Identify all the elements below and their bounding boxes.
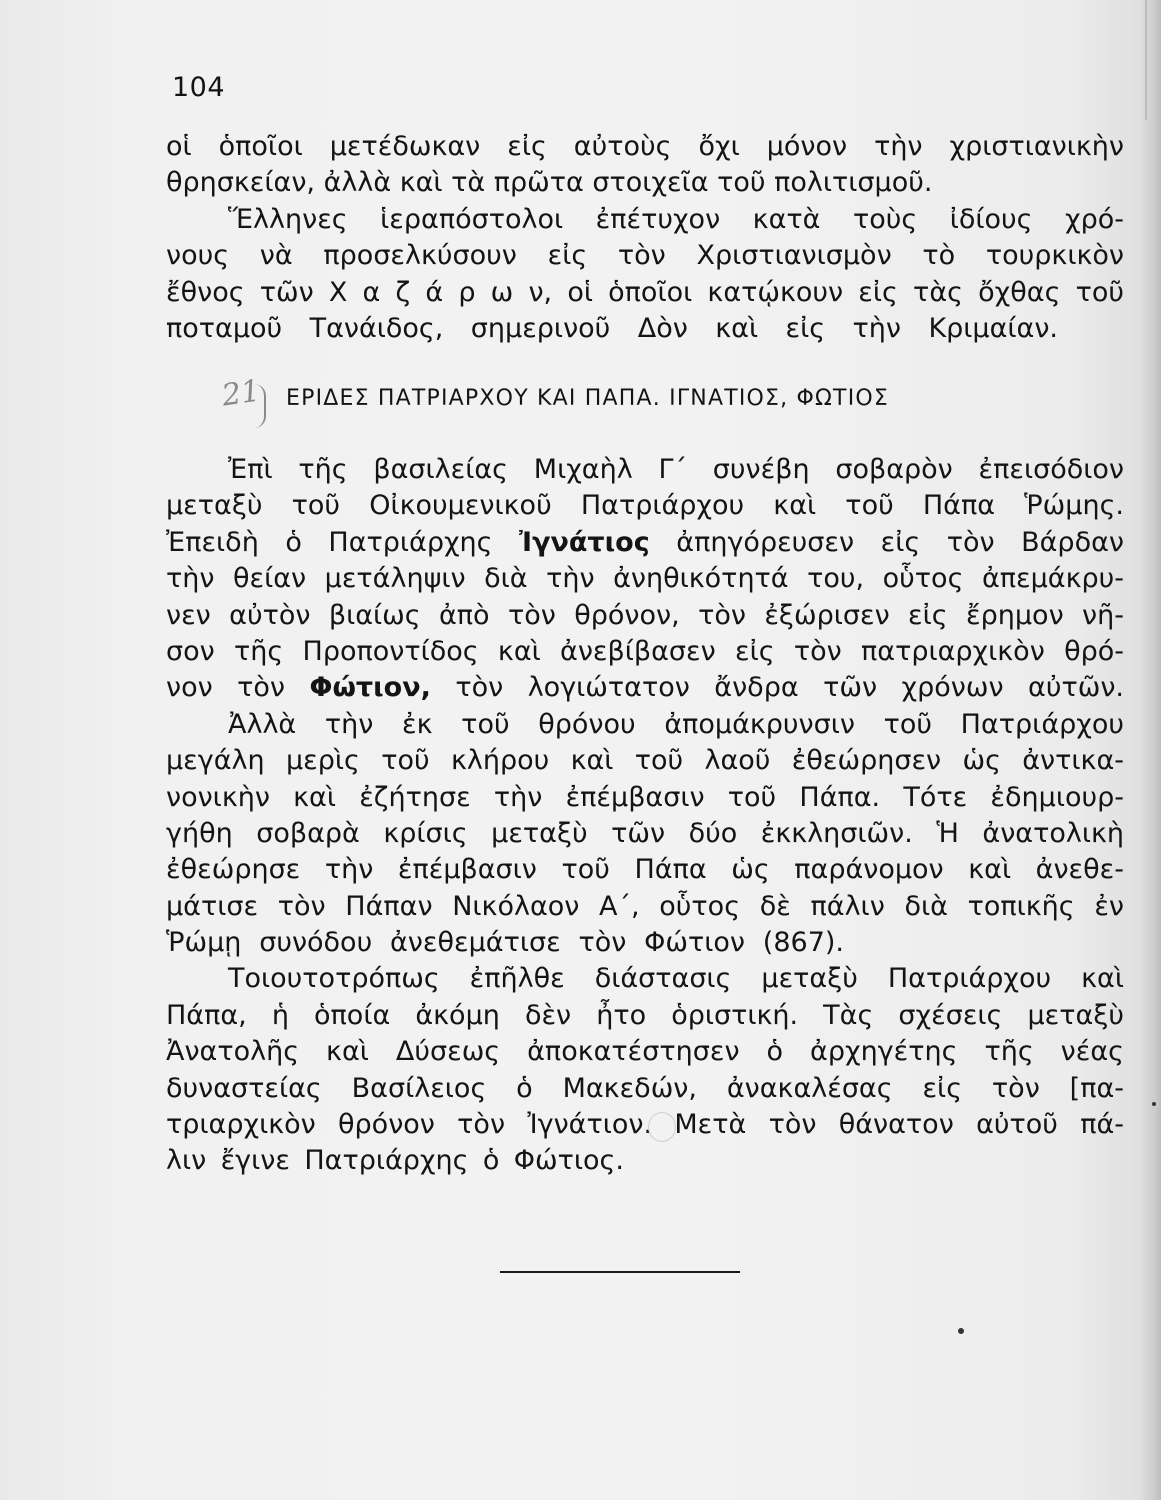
text-line: Πάπα, ἡ ὁποία ἀκόμη δὲν ἦτο ὁριστική. Τὰς σχέσεις μεταξὺ — [166, 999, 1124, 1031]
text-line: γήθη σοβαρὰ κρίσις μεταξὺ τῶν δύο ἐκκλησιῶν. Ἡ ἀνατολικὴ — [166, 817, 1124, 849]
text-line: τὴν θείαν μετάληψιν διὰ τὴν ἀνηθικότητά του, οὗτος ἀπεμάκρυ- — [166, 563, 1124, 595]
handwritten-section-number: 21 — [219, 373, 263, 414]
text-line: δυναστείας Βασίλειος ὁ Μακεδών, ἀνακαλέσας εἰς τὸν [πα- — [166, 1072, 1124, 1104]
handwritten-bracket — [254, 384, 266, 428]
text-segment: νον τὸν — [166, 672, 286, 704]
text-line: σον τῆς Προποντίδος καὶ ἀνεβίβασεν εἰς τὸν πατριαρχικὸν θρό- — [166, 635, 1124, 667]
paragraph-photian-schism — [166, 452, 1124, 1180]
ink-speck — [958, 1328, 964, 1334]
text-line: μάτισε τὸν Πάπαν Νικόλαον Α΄, οὗτος δὲ πάλιν διὰ τοπικῆς ἐν — [166, 890, 1124, 922]
text-line: Τοιουτοτρόπως ἐπῆλθε διάστασις μεταξὺ Πατριάρχου καὶ — [228, 963, 1124, 995]
text-line: μεγάλη μερὶς τοῦ κλήρου καὶ τοῦ λαοῦ ἐθεώρησεν ὡς ἀντικα- — [166, 745, 1124, 777]
end-rule — [500, 1271, 740, 1273]
text-line: θρησκείαν, ἀλλὰ καὶ τὰ πρῶτα στοιχεῖα τοῦ πολιτισμοῦ. — [166, 167, 933, 199]
text-line: τριαρχικὸν θρόνον τὸν Ἰγνάτιον. Μετὰ τὸν θάνατον αὐτοῦ πά- — [166, 1109, 1124, 1141]
text-line — [166, 525, 1124, 561]
page-edge-shadow — [1139, 0, 1161, 1500]
text-line: ποταμοῦ Τανάιδος, σημερινοῦ Δὸν καὶ εἰς τὴν Κριμαίαν. — [166, 312, 1058, 344]
text-line: Ῥώμῃ συνόδου ἀνεθεμάτισε τὸν Φώτιον (867). — [166, 927, 844, 959]
page-number: 104 — [172, 72, 226, 103]
text-line: Ἀνατολῆς καὶ Δύσεως ἀποκατέστησεν ὁ ἀρχηγέτης τῆς νέας — [166, 1036, 1124, 1068]
text-line: Ἐπὶ τῆς βασιλείας Μιχαὴλ Γ΄ συνέβη σοβαρὸν ἐπεισόδιον — [228, 454, 1124, 485]
section-heading: ΕΡΙΔΕΣ ΠΑΤΡΙΑΡΧΟΥ ΚΑΙ ΠΑΠΑ. ΙΓΝΑΤΙΟΣ, ΦΩΤΙΟΣ — [286, 386, 890, 411]
text-line: ἔθνος τῶν Χ α ζ ά ρ ω ν, οἱ ὁποῖοι κατῴκουν εἰς τὰς ὄχθας τοῦ — [166, 276, 1124, 308]
faint-pencil-mark — [648, 1112, 676, 1142]
text-segment: ἀπηγόρευσεν εἰς τὸν Βάρδαν — [676, 526, 1124, 558]
text-line: νεν αὐτὸν βιαίως ἀπὸ τὸν θρόνον, τὸν ἐξώρισεν εἰς ἔρημον νῆ- — [166, 599, 1124, 631]
text-line — [166, 670, 1124, 706]
text-line: μεταξὺ τοῦ Οἰκουμενικοῦ Πατριάρχου καὶ τοῦ Πάπα Ῥώμης. — [166, 490, 1124, 522]
text-line: Ἕλληνες ἱεραπόστολοι ἐπέτυχον κατὰ τοὺς ἰδίους χρό- — [228, 203, 1124, 235]
text-line: νονικὴν καὶ ἐζήτησε τὴν ἐπέμβασιν τοῦ Πάπα. Τότε ἐδημιουρ- — [166, 781, 1124, 813]
text-segment: Ἐπειδὴ ὁ Πατριάρχης — [166, 526, 493, 558]
text-line: ἐθεώρησε τὴν ἐπέμβασιν τοῦ Πάπα ὡς παράνομον καὶ ἀνεθε- — [166, 854, 1124, 886]
text-segment: τὸν λογιώτατον ἄνδρα τῶν χρόνων αὐτῶν. — [455, 672, 1124, 704]
text-line: λιν ἔγινε Πατριάρχης ὁ Φώτιος. — [166, 1145, 624, 1177]
text-line: οἱ ὁποῖοι μετέδωκαν εἰς αὐτοὺς ὄχι μόνον τὴν χριστιανικὴν — [166, 131, 1124, 162]
text-line: Ἀλλὰ τὴν ἐκ τοῦ θρόνου ἀπομάκρυνσιν τοῦ Πατριάρχου — [228, 708, 1124, 740]
text-line: νους νὰ προσελκύσουν εἰς τὸν Χριστιανισμὸν τὸ τουρκικὸν — [166, 240, 1124, 272]
paragraph-khazars — [166, 129, 1124, 347]
page-edge-line — [1145, 0, 1147, 120]
name-ignatios: Ἰγνάτιος — [519, 526, 650, 558]
name-photios: Φώτιον, — [309, 672, 431, 704]
ink-speck — [1152, 1102, 1156, 1106]
